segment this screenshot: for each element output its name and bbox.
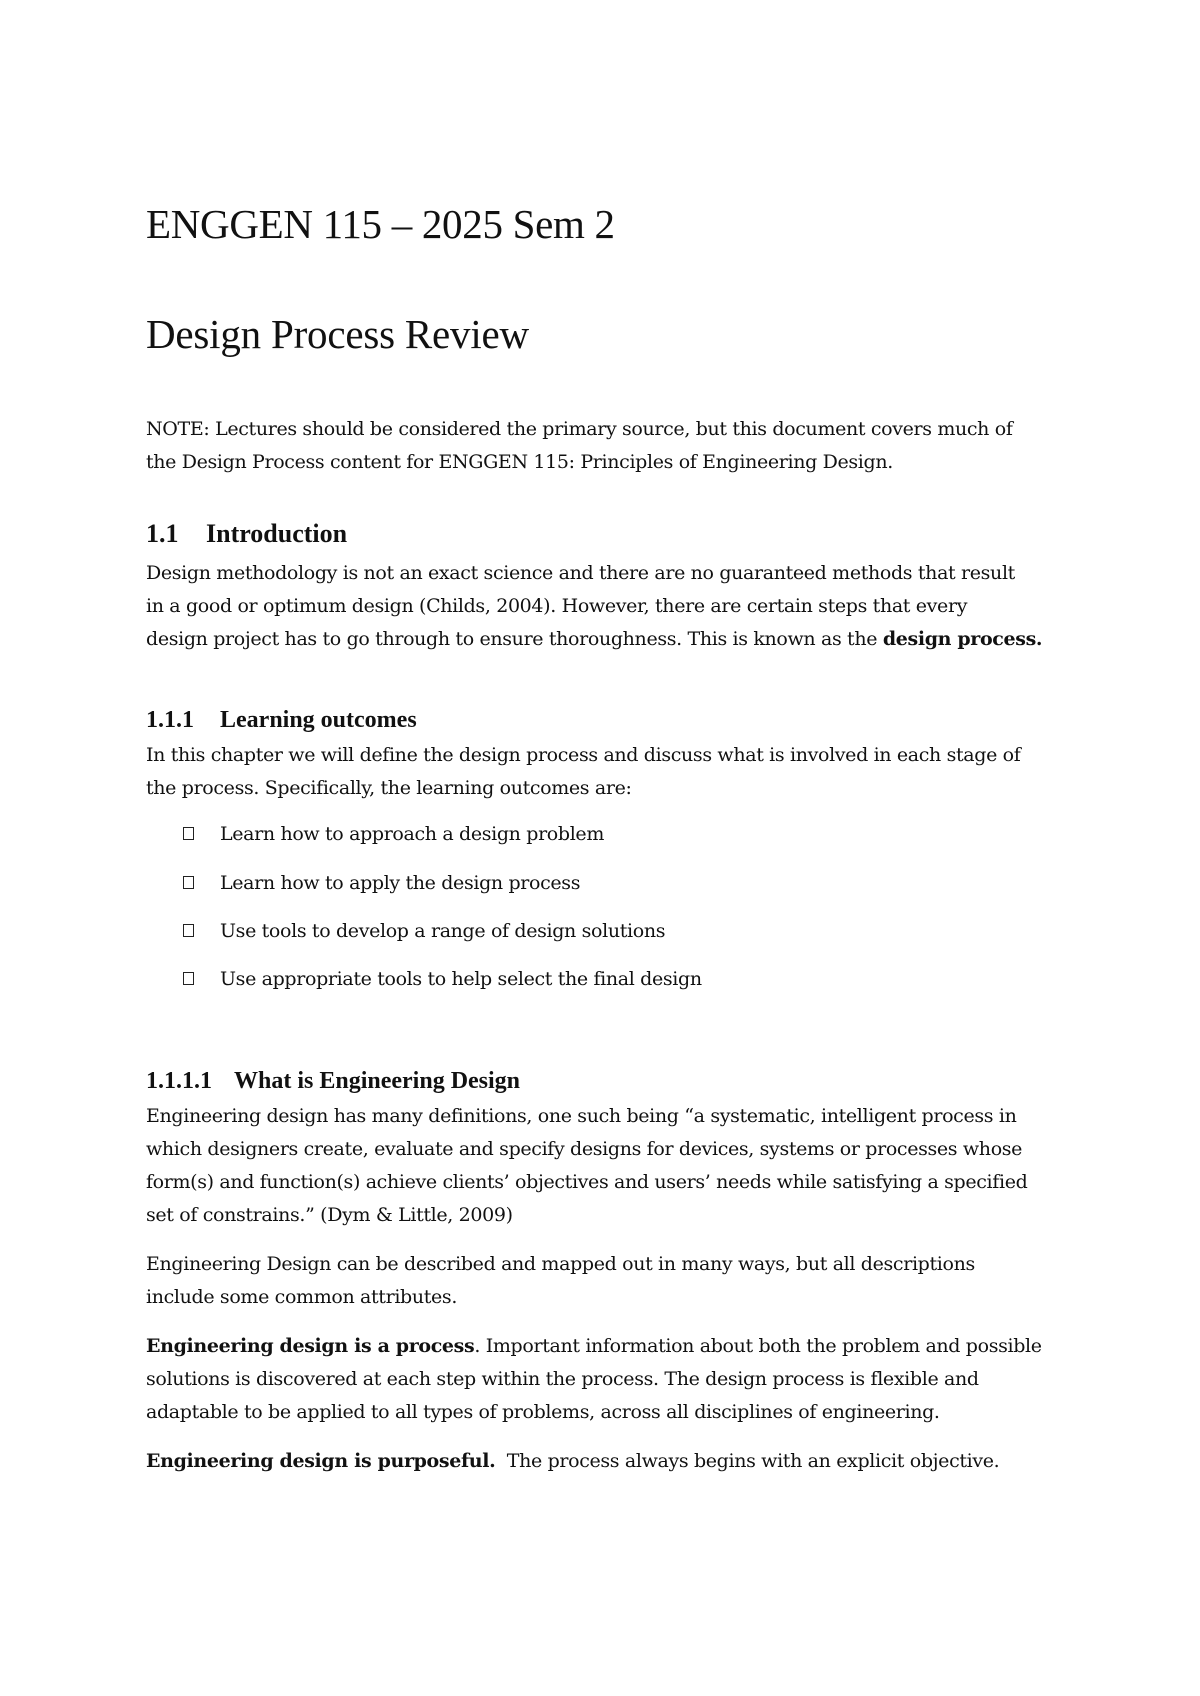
list-item: Use tools to develop a range of design solutions: [220, 920, 666, 942]
section-heading-what-is-engineering-design: [146, 1068, 520, 1095]
checkbox-bullet-icon: [183, 827, 194, 840]
definition-line-4: set of constrains.” (Dym & Little, 2009): [146, 1204, 513, 1226]
purpose-line: [146, 1449, 999, 1473]
list-item: Learn how to apply the design process: [220, 872, 581, 894]
outcomes-line-1: In this chapter we will define the design process and discuss what is involved in each stage of: [146, 744, 1021, 766]
definition-line-2: which designers create, evaluate and specify designs for devices, systems or processes whose: [146, 1138, 1023, 1160]
note-line-2: the Design Process content for ENGGEN 115: Principles of Engineering Design.: [146, 451, 893, 473]
description-line-1: Engineering Design can be described and mapped out in many ways, but all descriptions: [146, 1253, 975, 1275]
process-line-1: [146, 1334, 1042, 1358]
process-line-2: solutions is discovered at each step within the process. The design process is flexible and: [146, 1368, 979, 1390]
section-title: Introduction: [206, 519, 348, 548]
description-line-2: include some common attributes.: [146, 1286, 458, 1308]
section-title: Learning outcomes: [220, 707, 417, 733]
process-line-3: adaptable to be applied to all types of problems, across all disciplines of engineering.: [146, 1401, 940, 1423]
checkbox-bullet-icon: [183, 972, 194, 985]
document-title: Design Process Review: [146, 311, 529, 357]
section-number: 1.1.1: [146, 707, 194, 733]
intro-line-1: Design methodology is not an exact science and there are no guaranteed methods that result: [146, 562, 1015, 584]
list-item: Use appropriate tools to help select the final design: [220, 968, 702, 990]
definition-line-3: form(s) and function(s) achieve clients’ objectives and users’ needs while satisfying a specified: [146, 1171, 1028, 1193]
process-term: Engineering design is a process: [146, 1335, 475, 1357]
course-title: ENGGEN 115 – 2025 Sem 2: [146, 201, 615, 247]
purpose-line-text: The process always begins with an explicit objective.: [495, 1450, 1000, 1472]
definition-line-1: Engineering design has many definitions, one such being “a systematic, intelligent process in: [146, 1105, 1017, 1127]
section-title: What is Engineering Design: [234, 1068, 521, 1094]
design-process-term: design process.: [882, 628, 1043, 650]
checkbox-bullet-icon: [183, 876, 194, 889]
process-line-1-text: . Important information about both the problem and possible: [474, 1335, 1042, 1357]
purpose-term: Engineering design is purposeful.: [146, 1450, 496, 1472]
intro-line-3-text: design project has to go through to ensure thoroughness. This is known as the: [146, 628, 883, 650]
section-heading-learning-outcomes: [146, 707, 417, 734]
intro-line-2: in a good or optimum design (Childs, 2004). However, there are certain steps that every: [146, 595, 968, 617]
section-heading-introduction: [146, 519, 347, 549]
note-line-1: NOTE: Lectures should be considered the primary source, but this document covers much of: [146, 418, 1013, 440]
list-item: Learn how to approach a design problem: [220, 823, 604, 845]
outcomes-line-2: the process. Specifically, the learning outcomes are:: [146, 777, 632, 799]
intro-line-3: [146, 627, 1042, 651]
checkbox-bullet-icon: [183, 924, 194, 937]
section-number: 1.1.1.1: [146, 1068, 212, 1094]
section-number: 1.1: [146, 519, 179, 548]
